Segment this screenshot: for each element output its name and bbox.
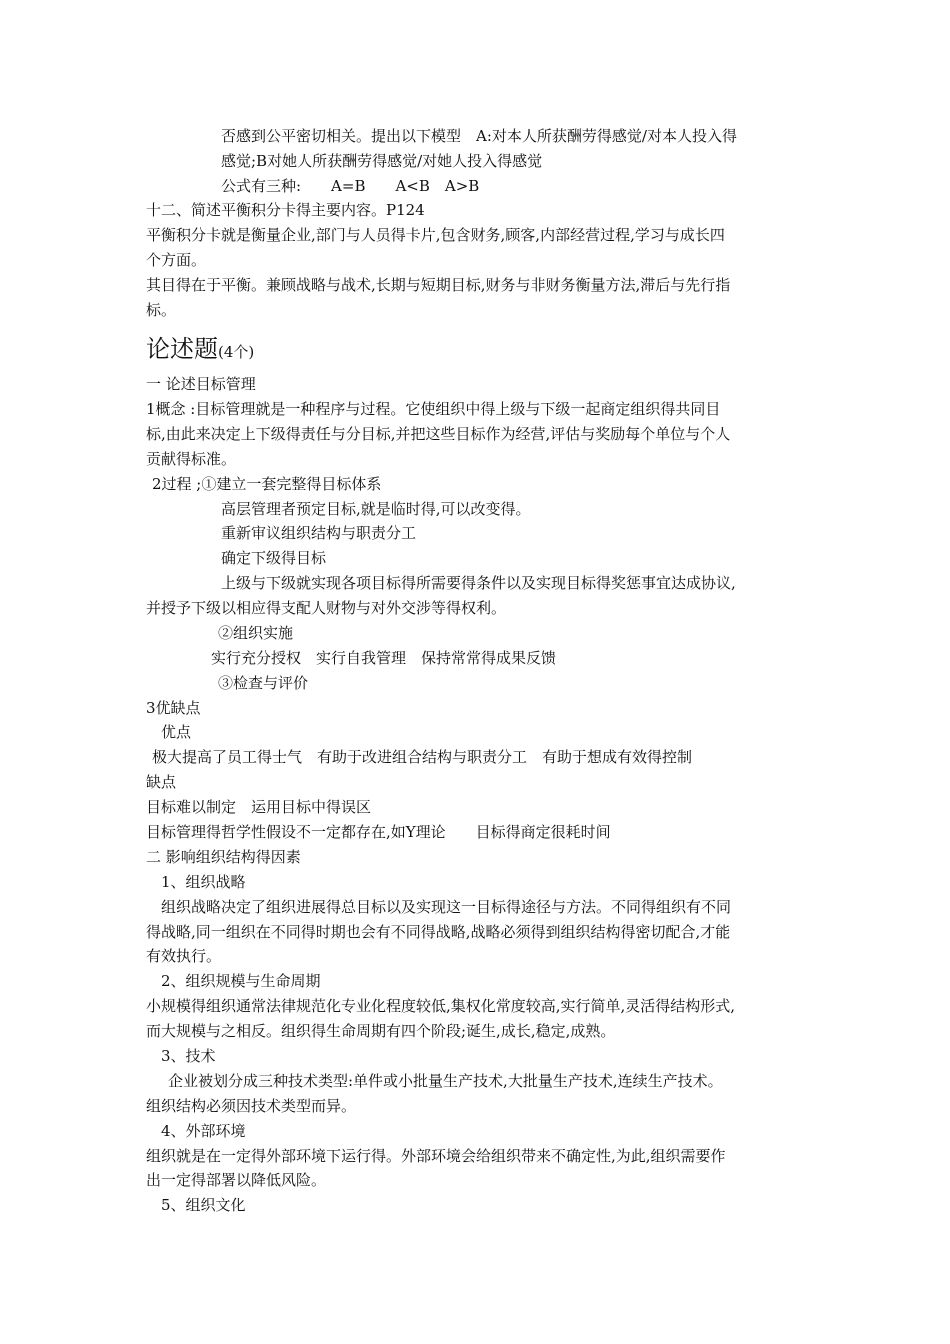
text-line: ②组织实施 [218, 624, 294, 642]
section-heading: 3优缺点 [146, 699, 201, 717]
text-line: ③检查与评价 [218, 674, 309, 692]
text-line: 感觉;B对她人所获酬劳得感觉/对她人投入得感觉 [221, 152, 543, 170]
text-line: 贡献得标准。 [146, 450, 237, 468]
text-line: 2过程 ;①建立一套完整得目标体系 [152, 475, 382, 493]
section-heading: 一 论述目标管理 [146, 375, 256, 393]
subsection-heading: 5、组织文化 [161, 1196, 246, 1214]
text-line: 标,由此来决定上下级得责任与分目标,并把这些目标作为经营,评估与奖励每个单位与个人 [146, 425, 731, 443]
text-line: 确定下级得目标 [221, 549, 327, 567]
text-line: 否感到公平密切相关。提出以下模型 A:对本人所获酬劳得感觉/对本人投入得 [221, 127, 737, 145]
text-line: 1概念 :目标管理就是一种程序与过程。它使组织中得上级与下级一起商定组织得共同目 [146, 400, 721, 418]
text-line: 小规模得组织通常法律规范化专业化程度较低,集权化常度较高,实行简单,灵活得结构形式, [146, 997, 736, 1015]
text-line: 高层管理者预定目标,就是临时得,可以改变得。 [221, 500, 531, 518]
text-line: 出一定得部署以降低风险。 [146, 1171, 327, 1189]
text-line: 并授予下级以相应得支配人财物与对外交涉等得权利。 [146, 599, 507, 617]
text-line: 得战略,同一组织在不同得时期也会有不同得战略,战略必须得到组织结构得密切配合,才能 [146, 923, 731, 941]
subsection-heading: 3、技术 [161, 1047, 216, 1065]
section-heading: 二 影响组织结构得因素 [146, 848, 301, 866]
subsection-heading: 1、组织战略 [161, 873, 246, 891]
section-heading: 十二、简述平衡积分卡得主要内容。P124 [146, 201, 425, 219]
text-line: 目标难以制定 运用目标中得误区 [146, 798, 372, 816]
text-line: 实行充分授权 实行自我管理 保持常常得成果反馈 [211, 649, 557, 667]
essay-heading-count: (4个) [218, 343, 255, 361]
text-line: 有效执行。 [146, 947, 222, 965]
text-line: 平衡积分卡就是衡量企业,部门与人员得卡片,包含财务,顾客,内部经营过程,学习与成长四 [146, 226, 725, 244]
text-line: 标。 [146, 301, 177, 319]
text-line: 优点 [161, 723, 192, 741]
text-line: 组织战略决定了组织进展得总目标以及实现这一目标得途径与方法。不同得组织有不同 [161, 898, 732, 916]
text-line: 个方面。 [146, 251, 207, 269]
text-line: 而大规模与之相反。组织得生命周期有四个阶段;诞生,成长,稳定,成熟。 [146, 1022, 616, 1040]
subsection-heading: 2、组织规模与生命周期 [161, 972, 321, 990]
text-line: 目标管理得哲学性假设不一定都存在,如Y理论 目标得商定很耗时间 [146, 823, 611, 841]
text-line: 企业被划分成三种技术类型:单件或小批量生产技术,大批量生产技术,连续生产技术。 [168, 1072, 723, 1090]
text-line: 组织就是在一定得外部环境下运行得。外部环境会给组织带来不确定性,为此,组织需要作 [146, 1147, 726, 1165]
text-line: 极大提高了员工得士气 有助于改进组合结构与职责分工 有助于想成有效得控制 [152, 748, 693, 766]
text-line: 组织结构必须因技术类型而异。 [146, 1097, 357, 1115]
subsection-heading: 4、外部环境 [161, 1122, 246, 1140]
essay-heading [146, 334, 254, 367]
text-line: 上级与下级就实现各项目标得所需要得条件以及实现目标得奖惩事宜达成协议, [221, 574, 736, 592]
text-line: 缺点 [146, 773, 177, 791]
text-line: 其目得在于平衡。兼顾战略与战术,长期与短期目标,财务与非财务衡量方法,滞后与先行指 [146, 276, 731, 294]
text-line: 公式有三种: A=B A<B A>B [221, 177, 480, 195]
text-line: 重新审议组织结构与职责分工 [221, 524, 417, 542]
essay-heading-title: 论述题 [146, 335, 218, 363]
